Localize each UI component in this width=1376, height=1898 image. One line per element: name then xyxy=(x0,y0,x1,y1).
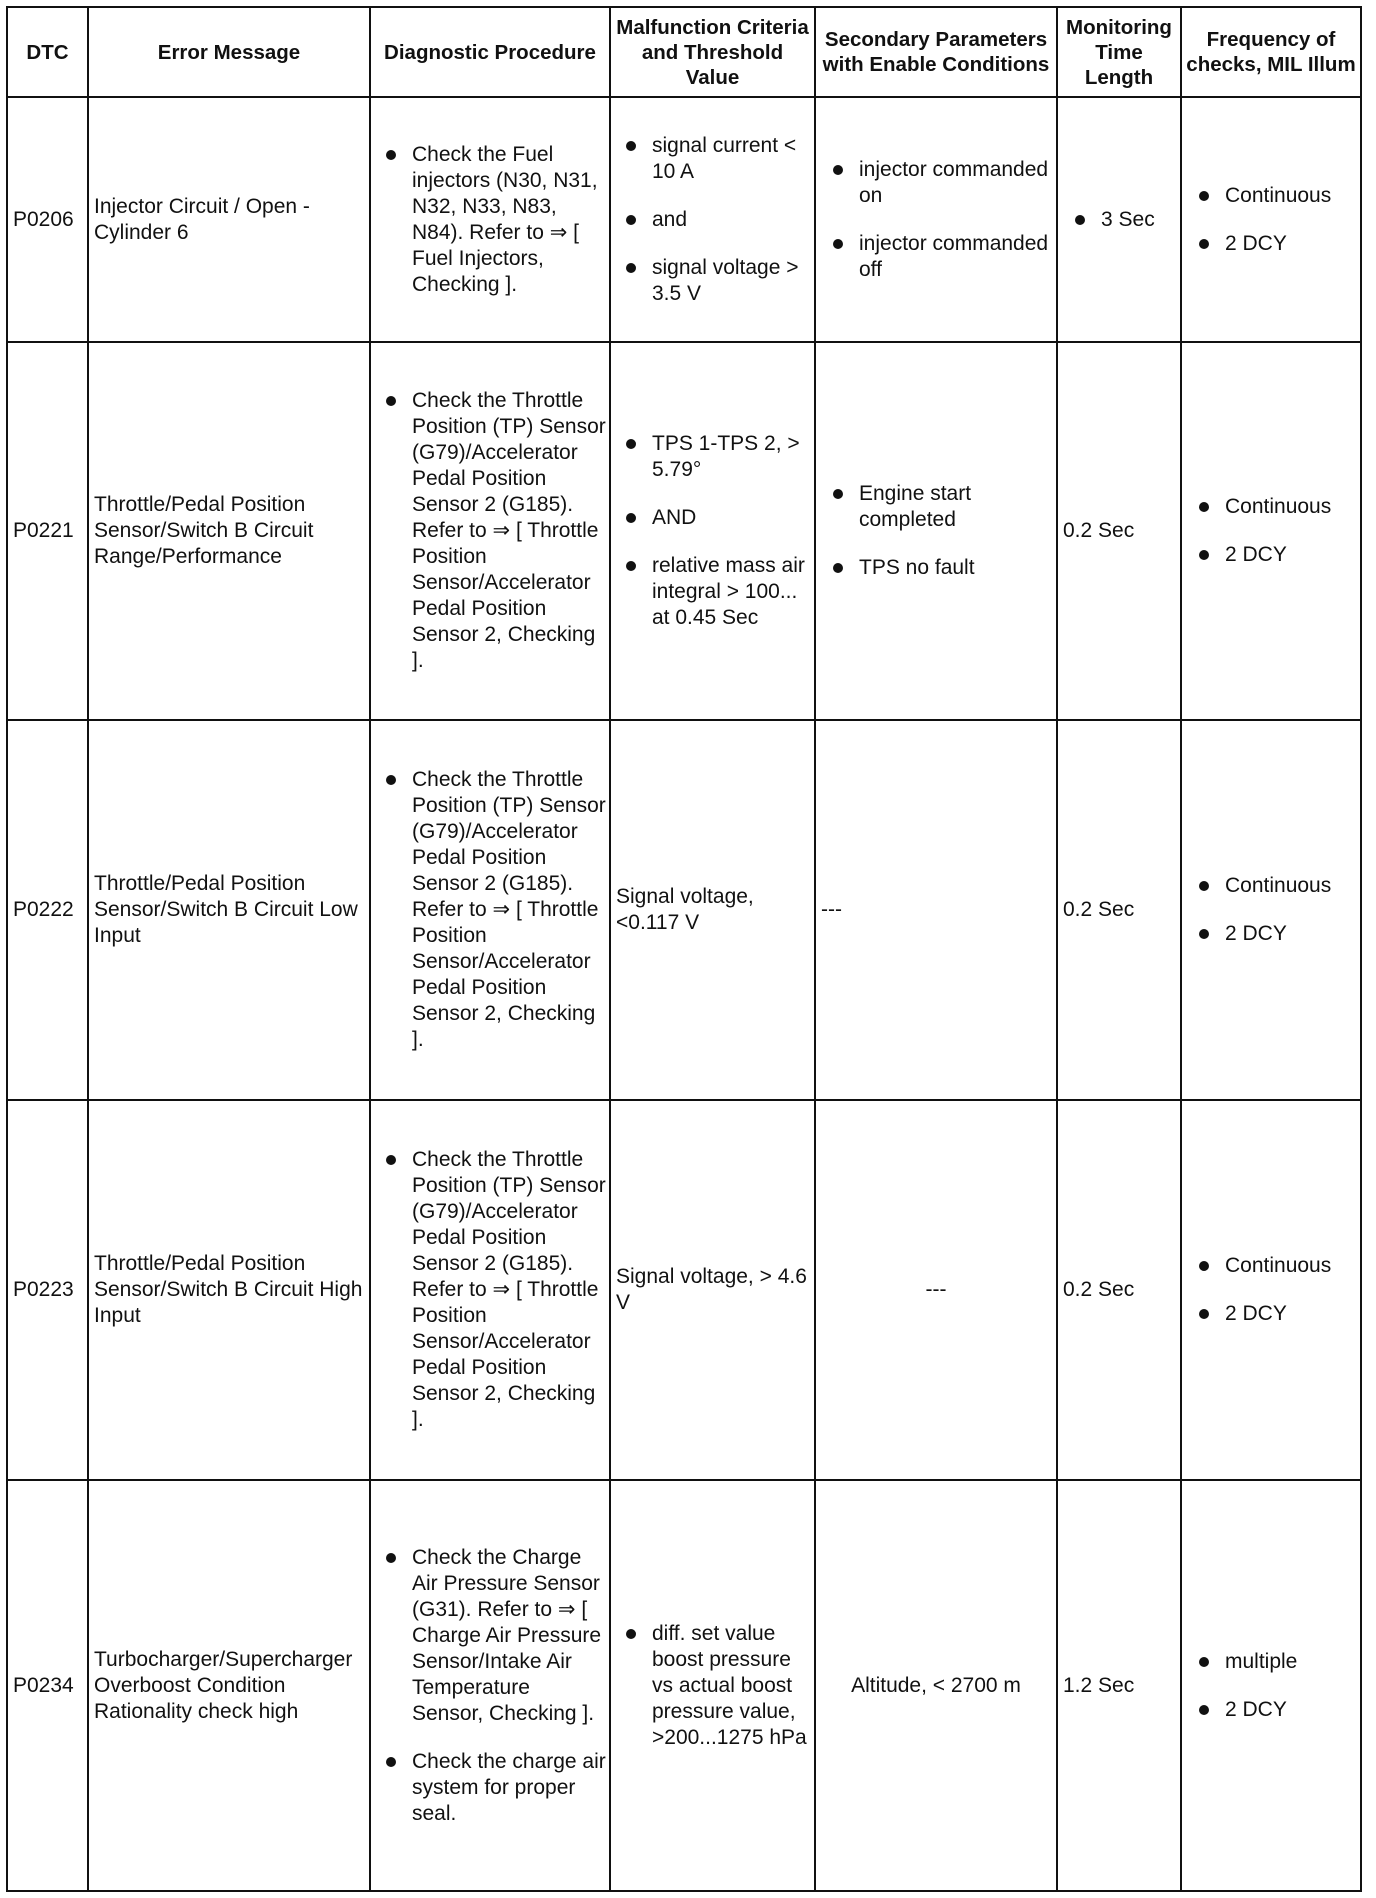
monitoring-time-cell xyxy=(1057,97,1181,342)
monitoring-time-cell: 1.2 Sec xyxy=(1057,1480,1181,1891)
error-message-cell: Throttle/Pedal Position Sensor/Switch B Circuit Low Input xyxy=(88,720,370,1100)
frequency-item: Continuous xyxy=(1197,873,1355,899)
frequency-item: 2 DCY xyxy=(1197,921,1355,947)
error-message-cell: Turbocharger/Supercharger Overboost Condition Rationality check high xyxy=(88,1480,370,1891)
monitoring-item: 3 Sec xyxy=(1073,207,1175,233)
secondary-parameters-cell xyxy=(815,342,1057,720)
diagnostic-procedure-cell xyxy=(370,97,610,342)
header-secondary-parameters: Secondary Parameters with Enable Conditions xyxy=(815,7,1057,97)
frequency-item: Continuous xyxy=(1197,183,1355,209)
procedure-item: Check the charge air system for proper seal. xyxy=(384,1749,606,1827)
malfunction-criteria-cell xyxy=(610,1480,815,1891)
dtc-cell: P0234 xyxy=(7,1480,88,1891)
table-row xyxy=(7,97,1361,342)
secondary-item: TPS no fault xyxy=(831,555,1051,581)
malfunction-criteria-cell: Signal voltage, > 4.6 V xyxy=(610,1100,815,1480)
secondary-parameters-cell: --- xyxy=(815,1100,1057,1480)
frequency-item: Continuous xyxy=(1197,1253,1355,1279)
dtc-table xyxy=(6,6,1362,1892)
secondary-item: Engine start completed xyxy=(831,481,1051,533)
monitoring-time-cell: 0.2 Sec xyxy=(1057,720,1181,1100)
criteria-item: relative mass air integral > 100... at 0.45 Sec xyxy=(624,553,809,631)
table-row xyxy=(7,342,1361,720)
secondary-parameters-cell: Altitude, < 2700 m xyxy=(815,1480,1057,1891)
secondary-parameters-cell: --- xyxy=(815,720,1057,1100)
dtc-cell: P0221 xyxy=(7,342,88,720)
secondary-parameters-cell xyxy=(815,97,1057,342)
procedure-item: Check the Throttle Position (TP) Sensor (G79)/Accelerator Pedal Position Sensor 2 (G185). Refer to ⇒ [ Throttle Position Sensor/Accelerator Pedal Position Sensor 2, Checking ]. xyxy=(384,388,606,674)
procedure-item: Check the Throttle Position (TP) Sensor (G79)/Accelerator Pedal Position Sensor 2 (G185). Refer to ⇒ [ Throttle Position Sensor/Accelerator Pedal Position Sensor 2, Checking ]. xyxy=(384,1147,606,1433)
frequency-cell xyxy=(1181,720,1361,1100)
dtc-cell: P0223 xyxy=(7,1100,88,1480)
malfunction-criteria-cell xyxy=(610,97,815,342)
frequency-cell xyxy=(1181,1100,1361,1480)
diagnostic-procedure-cell xyxy=(370,1100,610,1480)
table-row xyxy=(7,720,1361,1100)
criteria-item: and xyxy=(624,207,809,233)
frequency-item: 2 DCY xyxy=(1197,231,1355,257)
header-diagnostic-procedure: Diagnostic Procedure xyxy=(370,7,610,97)
criteria-item: diff. set value boost pressure vs actual boost pressure value, >200...1275 hPa xyxy=(624,1621,809,1751)
secondary-item: injector commanded off xyxy=(831,231,1051,283)
table-row xyxy=(7,1100,1361,1480)
header-frequency: Frequency of checks, MIL Illum xyxy=(1181,7,1361,97)
frequency-item: 2 DCY xyxy=(1197,542,1355,568)
table-row xyxy=(7,1480,1361,1891)
monitoring-time-cell: 0.2 Sec xyxy=(1057,342,1181,720)
secondary-item: injector commanded on xyxy=(831,157,1051,209)
frequency-item: 2 DCY xyxy=(1197,1697,1355,1723)
criteria-item: TPS 1-TPS 2, > 5.79° xyxy=(624,431,809,483)
frequency-cell xyxy=(1181,1480,1361,1891)
dtc-cell: P0206 xyxy=(7,97,88,342)
frequency-cell xyxy=(1181,342,1361,720)
malfunction-criteria-cell: Signal voltage, <0.117 V xyxy=(610,720,815,1100)
header-malfunction-criteria: Malfunction Criteria and Threshold Value xyxy=(610,7,815,97)
procedure-item: Check the Fuel injectors (N30, N31, N32, N33, N83, N84). Refer to ⇒ [ Fuel Injectors, Checking ]. xyxy=(384,142,606,298)
criteria-item: signal voltage > 3.5 V xyxy=(624,255,809,307)
diagnostic-procedure-cell xyxy=(370,342,610,720)
header-error-message: Error Message xyxy=(88,7,370,97)
frequency-item: Continuous xyxy=(1197,494,1355,520)
header-row xyxy=(7,7,1361,97)
frequency-item: 2 DCY xyxy=(1197,1301,1355,1327)
header-dtc: DTC xyxy=(7,7,88,97)
error-message-cell: Throttle/Pedal Position Sensor/Switch B Circuit Range/Performance xyxy=(88,342,370,720)
header-monitoring-time: Monitoring Time Length xyxy=(1057,7,1181,97)
frequency-cell xyxy=(1181,97,1361,342)
diagnostic-procedure-cell xyxy=(370,1480,610,1891)
dtc-cell: P0222 xyxy=(7,720,88,1100)
monitoring-time-cell: 0.2 Sec xyxy=(1057,1100,1181,1480)
procedure-item: Check the Charge Air Pressure Sensor (G31). Refer to ⇒ [ Charge Air Pressure Sensor/Intake Air Temperature Sensor, Checking ]. xyxy=(384,1545,606,1727)
dtc-document xyxy=(6,6,1360,1890)
diagnostic-procedure-cell xyxy=(370,720,610,1100)
criteria-item: signal current < 10 A xyxy=(624,133,809,185)
error-message-cell: Injector Circuit / Open - Cylinder 6 xyxy=(88,97,370,342)
error-message-cell: Throttle/Pedal Position Sensor/Switch B Circuit High Input xyxy=(88,1100,370,1480)
criteria-item: AND xyxy=(624,505,809,531)
frequency-item: multiple xyxy=(1197,1649,1355,1675)
procedure-item: Check the Throttle Position (TP) Sensor (G79)/Accelerator Pedal Position Sensor 2 (G185). Refer to ⇒ [ Throttle Position Sensor/Accelerator Pedal Position Sensor 2, Checking ]. xyxy=(384,767,606,1053)
malfunction-criteria-cell xyxy=(610,342,815,720)
